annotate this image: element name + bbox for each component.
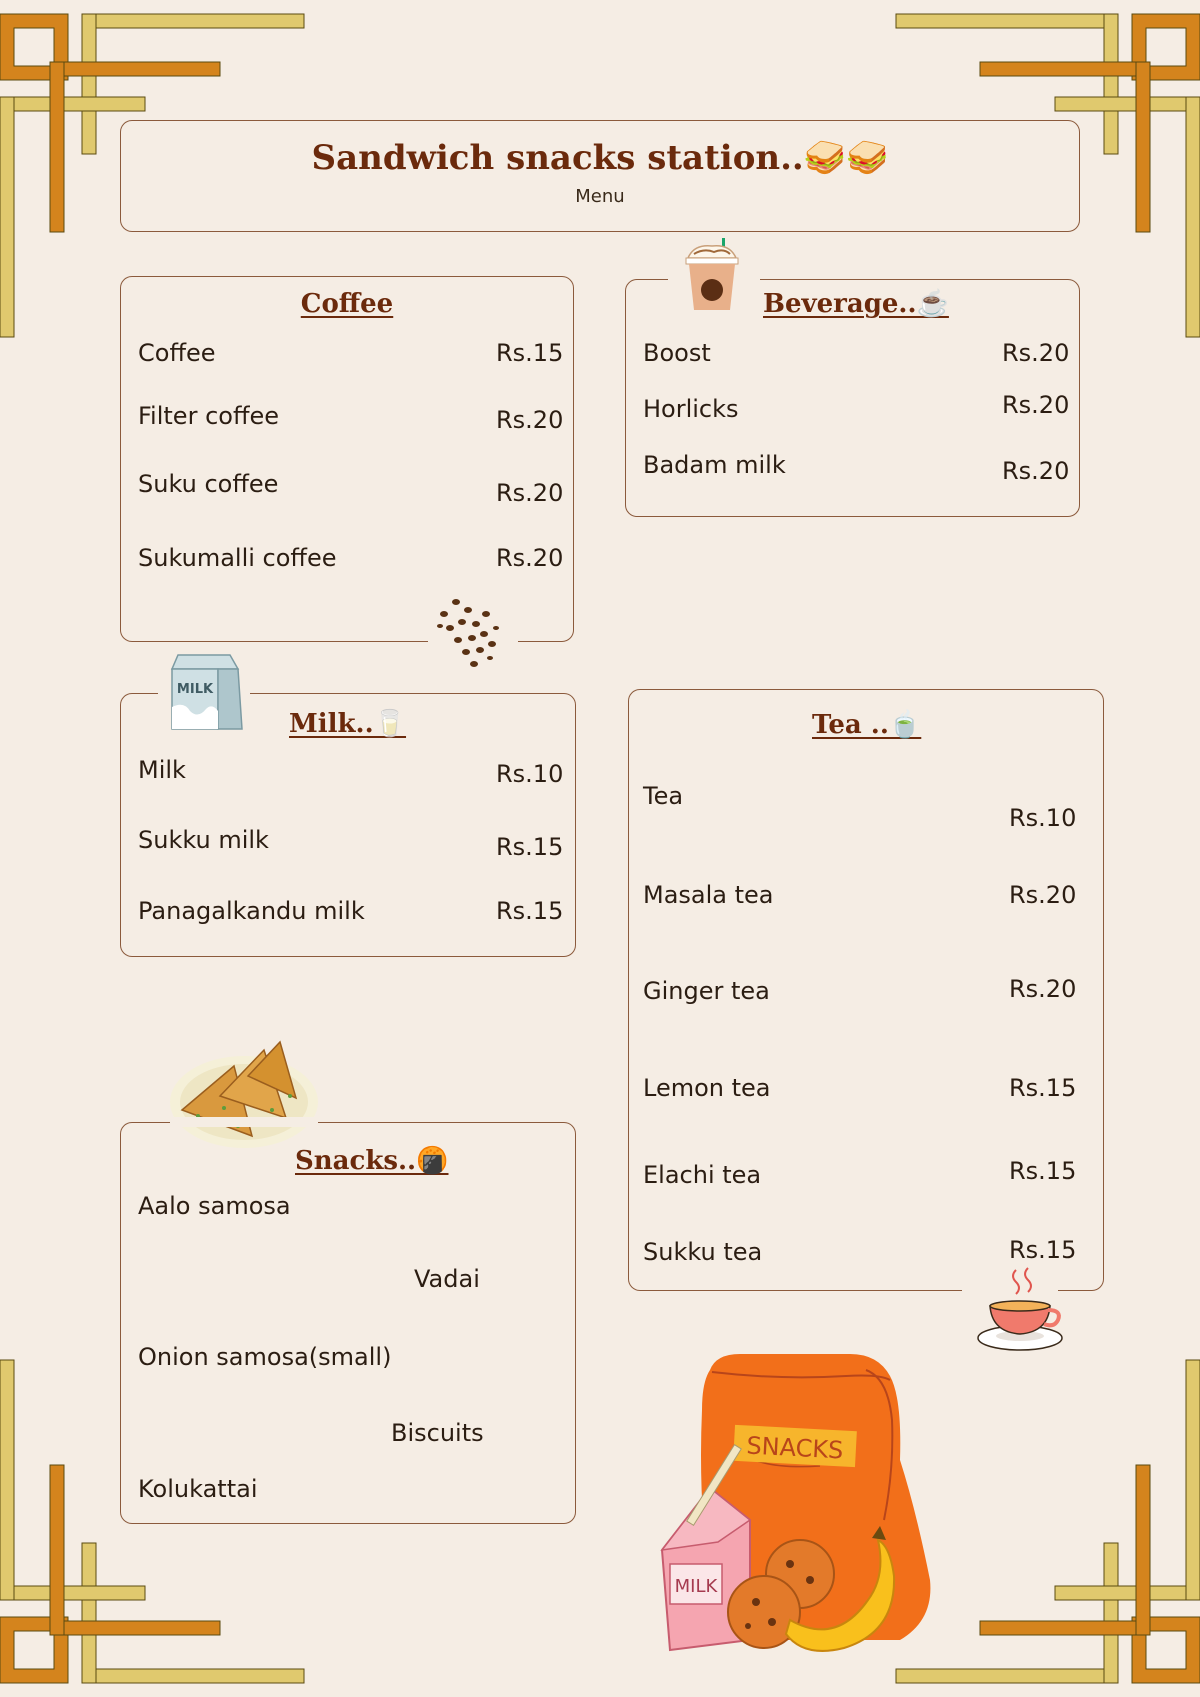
tea-item-name: Tea (643, 782, 684, 810)
beverage-item-name: Boost (643, 339, 711, 367)
coffee-item-price: Rs.20 (496, 544, 564, 572)
coffee-beans-illustration (432, 594, 522, 676)
small-carton-label: MILK (674, 1576, 718, 1597)
milkshake-cup-illustration (680, 236, 744, 312)
beverage-item-price: Rs.20 (1002, 457, 1070, 485)
snacks-item: Onion samosa(small) (138, 1343, 392, 1371)
tea-item-price: Rs.15 (1009, 1157, 1077, 1185)
tea-heading: Tea ..🍵 (812, 710, 922, 740)
snacks-bag-illustration (640, 1350, 940, 1670)
milk-carton-label: MILK (176, 682, 214, 697)
tea-item-price: Rs.20 (1009, 881, 1077, 909)
coffee-item-price: Rs.15 (496, 339, 564, 367)
coffee-heading: Coffee (300, 289, 394, 319)
milk-item-price: Rs.10 (496, 760, 564, 788)
page-title: Sandwich snacks station..🥪🥪 (311, 138, 889, 178)
snacks-item: Vadai (414, 1265, 480, 1293)
milk-item-name: Sukku milk (138, 826, 269, 854)
coffee-item-price: Rs.20 (496, 406, 564, 434)
tea-item-price: Rs.20 (1009, 975, 1077, 1003)
coffee-item-name: Suku coffee (138, 470, 279, 498)
milk-item-price: Rs.15 (496, 833, 564, 861)
tea-item-price: Rs.10 (1009, 804, 1077, 832)
snacks-heading: Snacks..🍘 (295, 1146, 449, 1176)
milk-item-name: Milk (138, 756, 186, 784)
tea-item-price: Rs.15 (1009, 1074, 1077, 1102)
tea-item-price: Rs.15 (1009, 1236, 1077, 1264)
snacks-panel (120, 1122, 576, 1524)
coffee-item-name: Filter coffee (138, 402, 280, 430)
tea-cup-illustration (976, 1266, 1064, 1352)
tea-item-name: Sukku tea (643, 1238, 763, 1266)
beverage-item-price: Rs.20 (1002, 339, 1070, 367)
page-subtitle: Menu (575, 186, 625, 207)
coffee-panel (120, 276, 574, 642)
coffee-item-name: Coffee (138, 339, 216, 367)
milk-item-name: Panagalkandu milk (138, 897, 365, 925)
milk-item-price: Rs.15 (496, 897, 564, 925)
coffee-item-name: Sukumalli coffee (138, 544, 337, 572)
beverage-heading: Beverage..☕ (763, 289, 949, 319)
snacks-bag-label: SNACKS (745, 1431, 845, 1465)
tea-item-name: Lemon tea (643, 1074, 771, 1102)
tea-item-name: Elachi tea (643, 1161, 762, 1189)
snacks-item: Aalo samosa (138, 1192, 291, 1220)
snacks-item: Kolukattai (138, 1475, 258, 1503)
coffee-item-price: Rs.20 (496, 479, 564, 507)
milk-carton-illustration (168, 645, 246, 733)
tea-item-name: Ginger tea (643, 977, 770, 1005)
tea-item-name: Masala tea (643, 881, 774, 909)
beverage-item-name: Badam milk (643, 451, 786, 479)
milk-heading: Milk..🥛 (289, 709, 407, 739)
beverage-item-name: Horlicks (643, 395, 739, 423)
snacks-item: Biscuits (391, 1419, 484, 1447)
beverage-item-price: Rs.20 (1002, 391, 1070, 419)
